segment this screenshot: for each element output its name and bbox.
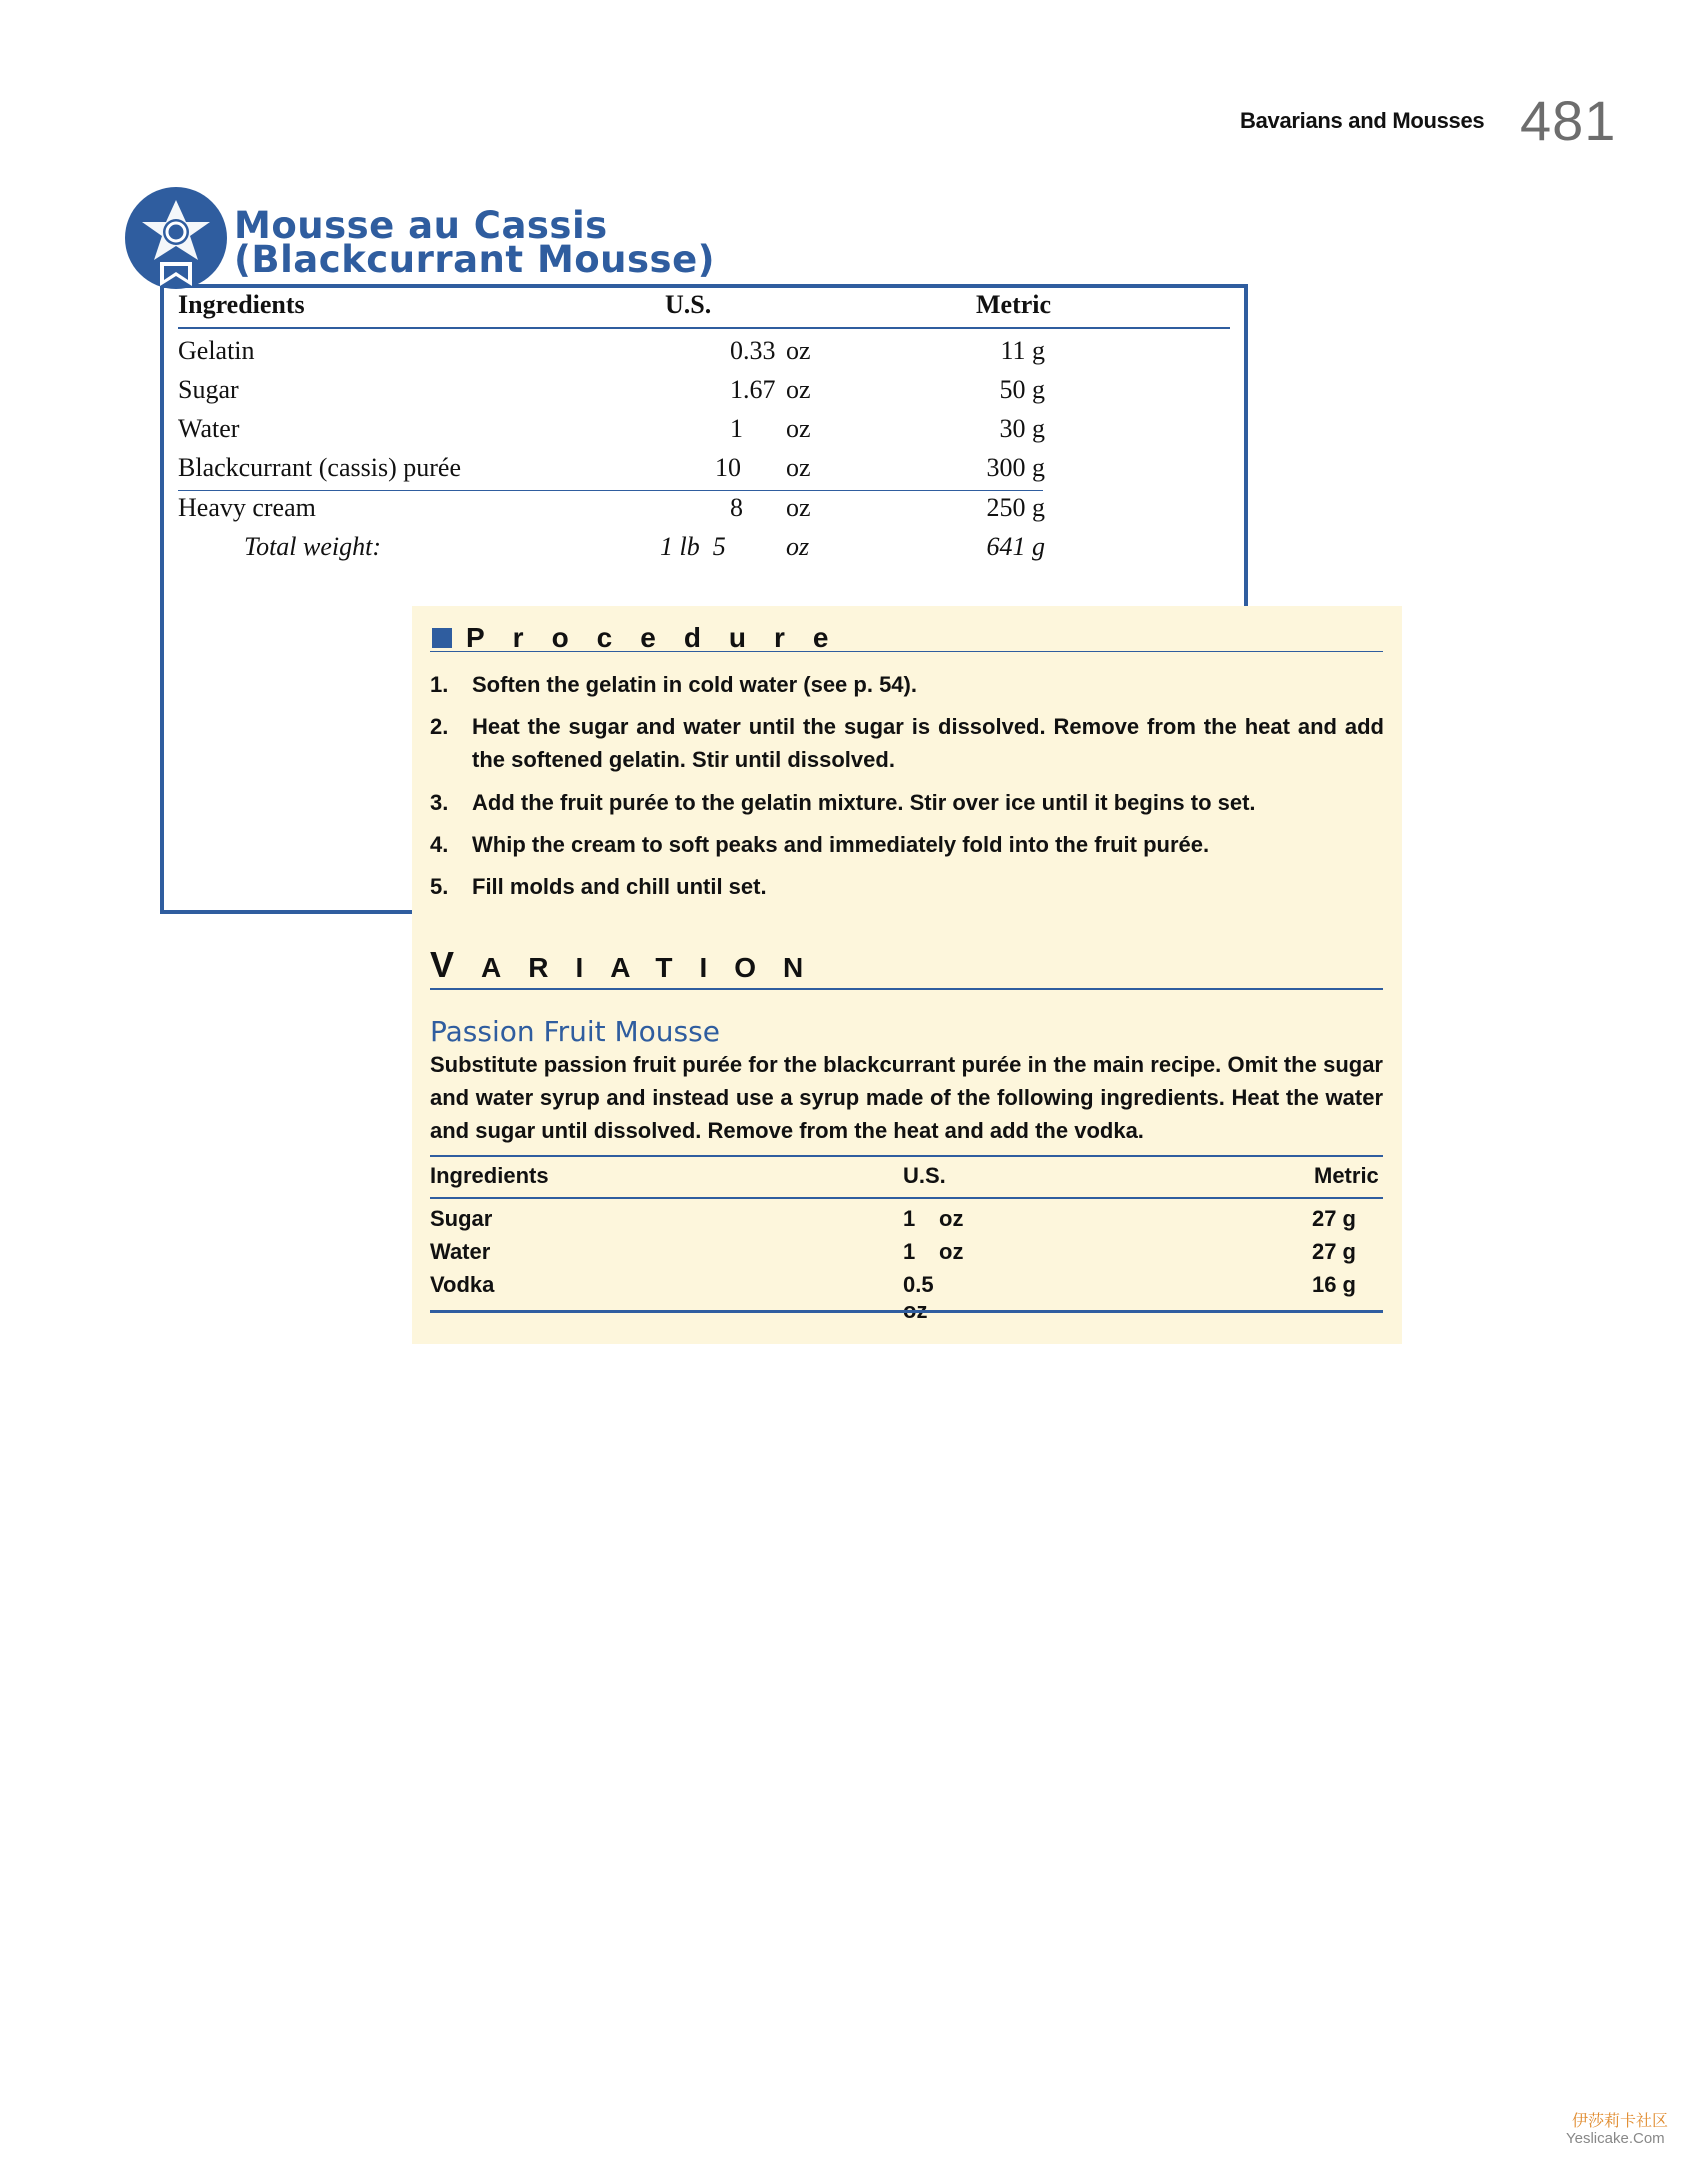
ingredient-us-unit: oz	[786, 493, 811, 522]
ingredient-us-value: 1	[730, 414, 743, 443]
variation-heading	[430, 944, 830, 986]
ingredient-name: Blackcurrant (cassis) purée	[178, 453, 461, 482]
ingredient-us-value: 0.33	[730, 336, 776, 365]
step-text: Add the fruit purée to the gelatin mixture. Stir over ice until it begins to set.	[472, 790, 1256, 815]
step-text: Heat the sugar and water until the sugar is dissolved. Remove from the heat and add the softened gelatin. Stir until dissolved.	[472, 714, 1384, 772]
variation-col-name-header: Ingredients	[430, 1163, 549, 1188]
procedure-heading: Procedure	[466, 622, 857, 653]
step-text: Soften the gelatin in cold water (see p. 54).	[472, 672, 917, 697]
variation-col-metric-header: Metric	[1314, 1163, 1379, 1188]
variation-us-value: 1	[903, 1239, 916, 1264]
ingredients-divider	[178, 490, 1043, 491]
variation-ingredient-name: Vodka	[430, 1272, 495, 1297]
variation-table-header-rule	[430, 1197, 1383, 1199]
variation-metric: 27 g	[1311, 1206, 1356, 1231]
ingredient-name: Sugar	[178, 375, 239, 404]
procedure-bullet-square	[432, 628, 452, 648]
recipe-title-line2: (Blackcurrant Mousse)	[234, 238, 716, 281]
variation-table-top-rule	[430, 1155, 1383, 1157]
ingredient-us-unit: oz	[786, 414, 811, 443]
variation-table-bottom-rule	[430, 1310, 1383, 1313]
step-text: Fill molds and chill until set.	[472, 874, 767, 899]
step-number: 1.	[430, 672, 449, 697]
ingredient-us-value: 10	[715, 453, 741, 482]
ingredient-name: Water	[178, 414, 240, 443]
ingredient-metric: 50 g	[999, 375, 1045, 404]
ingredient-us-value: 8	[730, 493, 743, 522]
step-number: 3.	[430, 790, 449, 815]
variation-us-unit: oz	[939, 1239, 964, 1264]
variation-ingredient-name: Sugar	[430, 1206, 493, 1231]
ingredient-metric: 250 g	[986, 493, 1045, 522]
total-weight-us-value: 1 lb 5	[660, 532, 726, 561]
recipe-title-line1: Mousse au Cassis	[234, 204, 608, 247]
ingredients-col-us-header: U.S.	[665, 290, 712, 319]
total-weight-us-unit: oz	[786, 532, 810, 561]
section-title: Bavarians and Mousses	[1240, 108, 1485, 133]
variation-metric: 27 g	[1311, 1239, 1356, 1264]
cordon-bleu-crest-icon	[124, 186, 228, 290]
total-weight-metric: 641 g	[986, 532, 1045, 561]
variation-heading-rule	[430, 988, 1383, 990]
ingredient-metric: 30 g	[999, 414, 1045, 443]
variation-heading-initial: V	[430, 944, 482, 985]
ingredient-name: Gelatin	[178, 336, 255, 365]
total-weight-label: Total weight:	[244, 532, 382, 561]
ingredient-us-value: 1.67	[730, 375, 776, 404]
variation-col-us-header: U.S.	[903, 1163, 946, 1188]
step-number: 5.	[430, 874, 449, 899]
variation-heading-rest: ARIATION	[481, 952, 831, 983]
ingredient-us-unit: oz	[786, 375, 811, 404]
ingredient-metric: 11 g	[1000, 336, 1045, 365]
step-text: Whip the cream to soft peaks and immediately fold into the fruit purée.	[472, 832, 1210, 857]
variation-description: Substitute passion fruit purée for the blackcurrant purée in the main recipe. Omit the sugar and water syrup and instead use a syrup made of the following ingredients. Heat the water and sugar until dissolved. Remove from the heat and add the vodka.	[430, 1052, 1383, 1143]
ingredient-name: Heavy cream	[178, 493, 316, 522]
variation-us-value: 1	[903, 1206, 916, 1231]
ingredient-us-unit: oz	[786, 453, 811, 482]
procedure-heading-rule	[430, 651, 1383, 652]
variation-us-unit: oz	[939, 1206, 964, 1231]
ingredient-us-unit: oz	[786, 336, 811, 365]
step-number: 4.	[430, 832, 449, 857]
variation-ingredient-name: Water	[430, 1239, 491, 1264]
page-number: 481	[1520, 89, 1617, 152]
variation-us-value: 0.5 oz	[903, 1272, 934, 1323]
step-number: 2.	[430, 714, 449, 739]
watermark-chinese: 伊莎莉卡社区	[1572, 2111, 1669, 2130]
variation-title: Passion Fruit Mousse	[430, 1015, 720, 1048]
ingredients-col-name-header: Ingredients	[178, 290, 305, 319]
watermark-url: Yeslicake.Com	[1566, 2130, 1665, 2147]
variation-metric: 16 g	[1311, 1272, 1356, 1297]
ingredients-col-metric-header: Metric	[976, 290, 1052, 319]
ingredient-metric: 300 g	[986, 453, 1045, 482]
ingredients-header-rule	[178, 327, 1230, 329]
